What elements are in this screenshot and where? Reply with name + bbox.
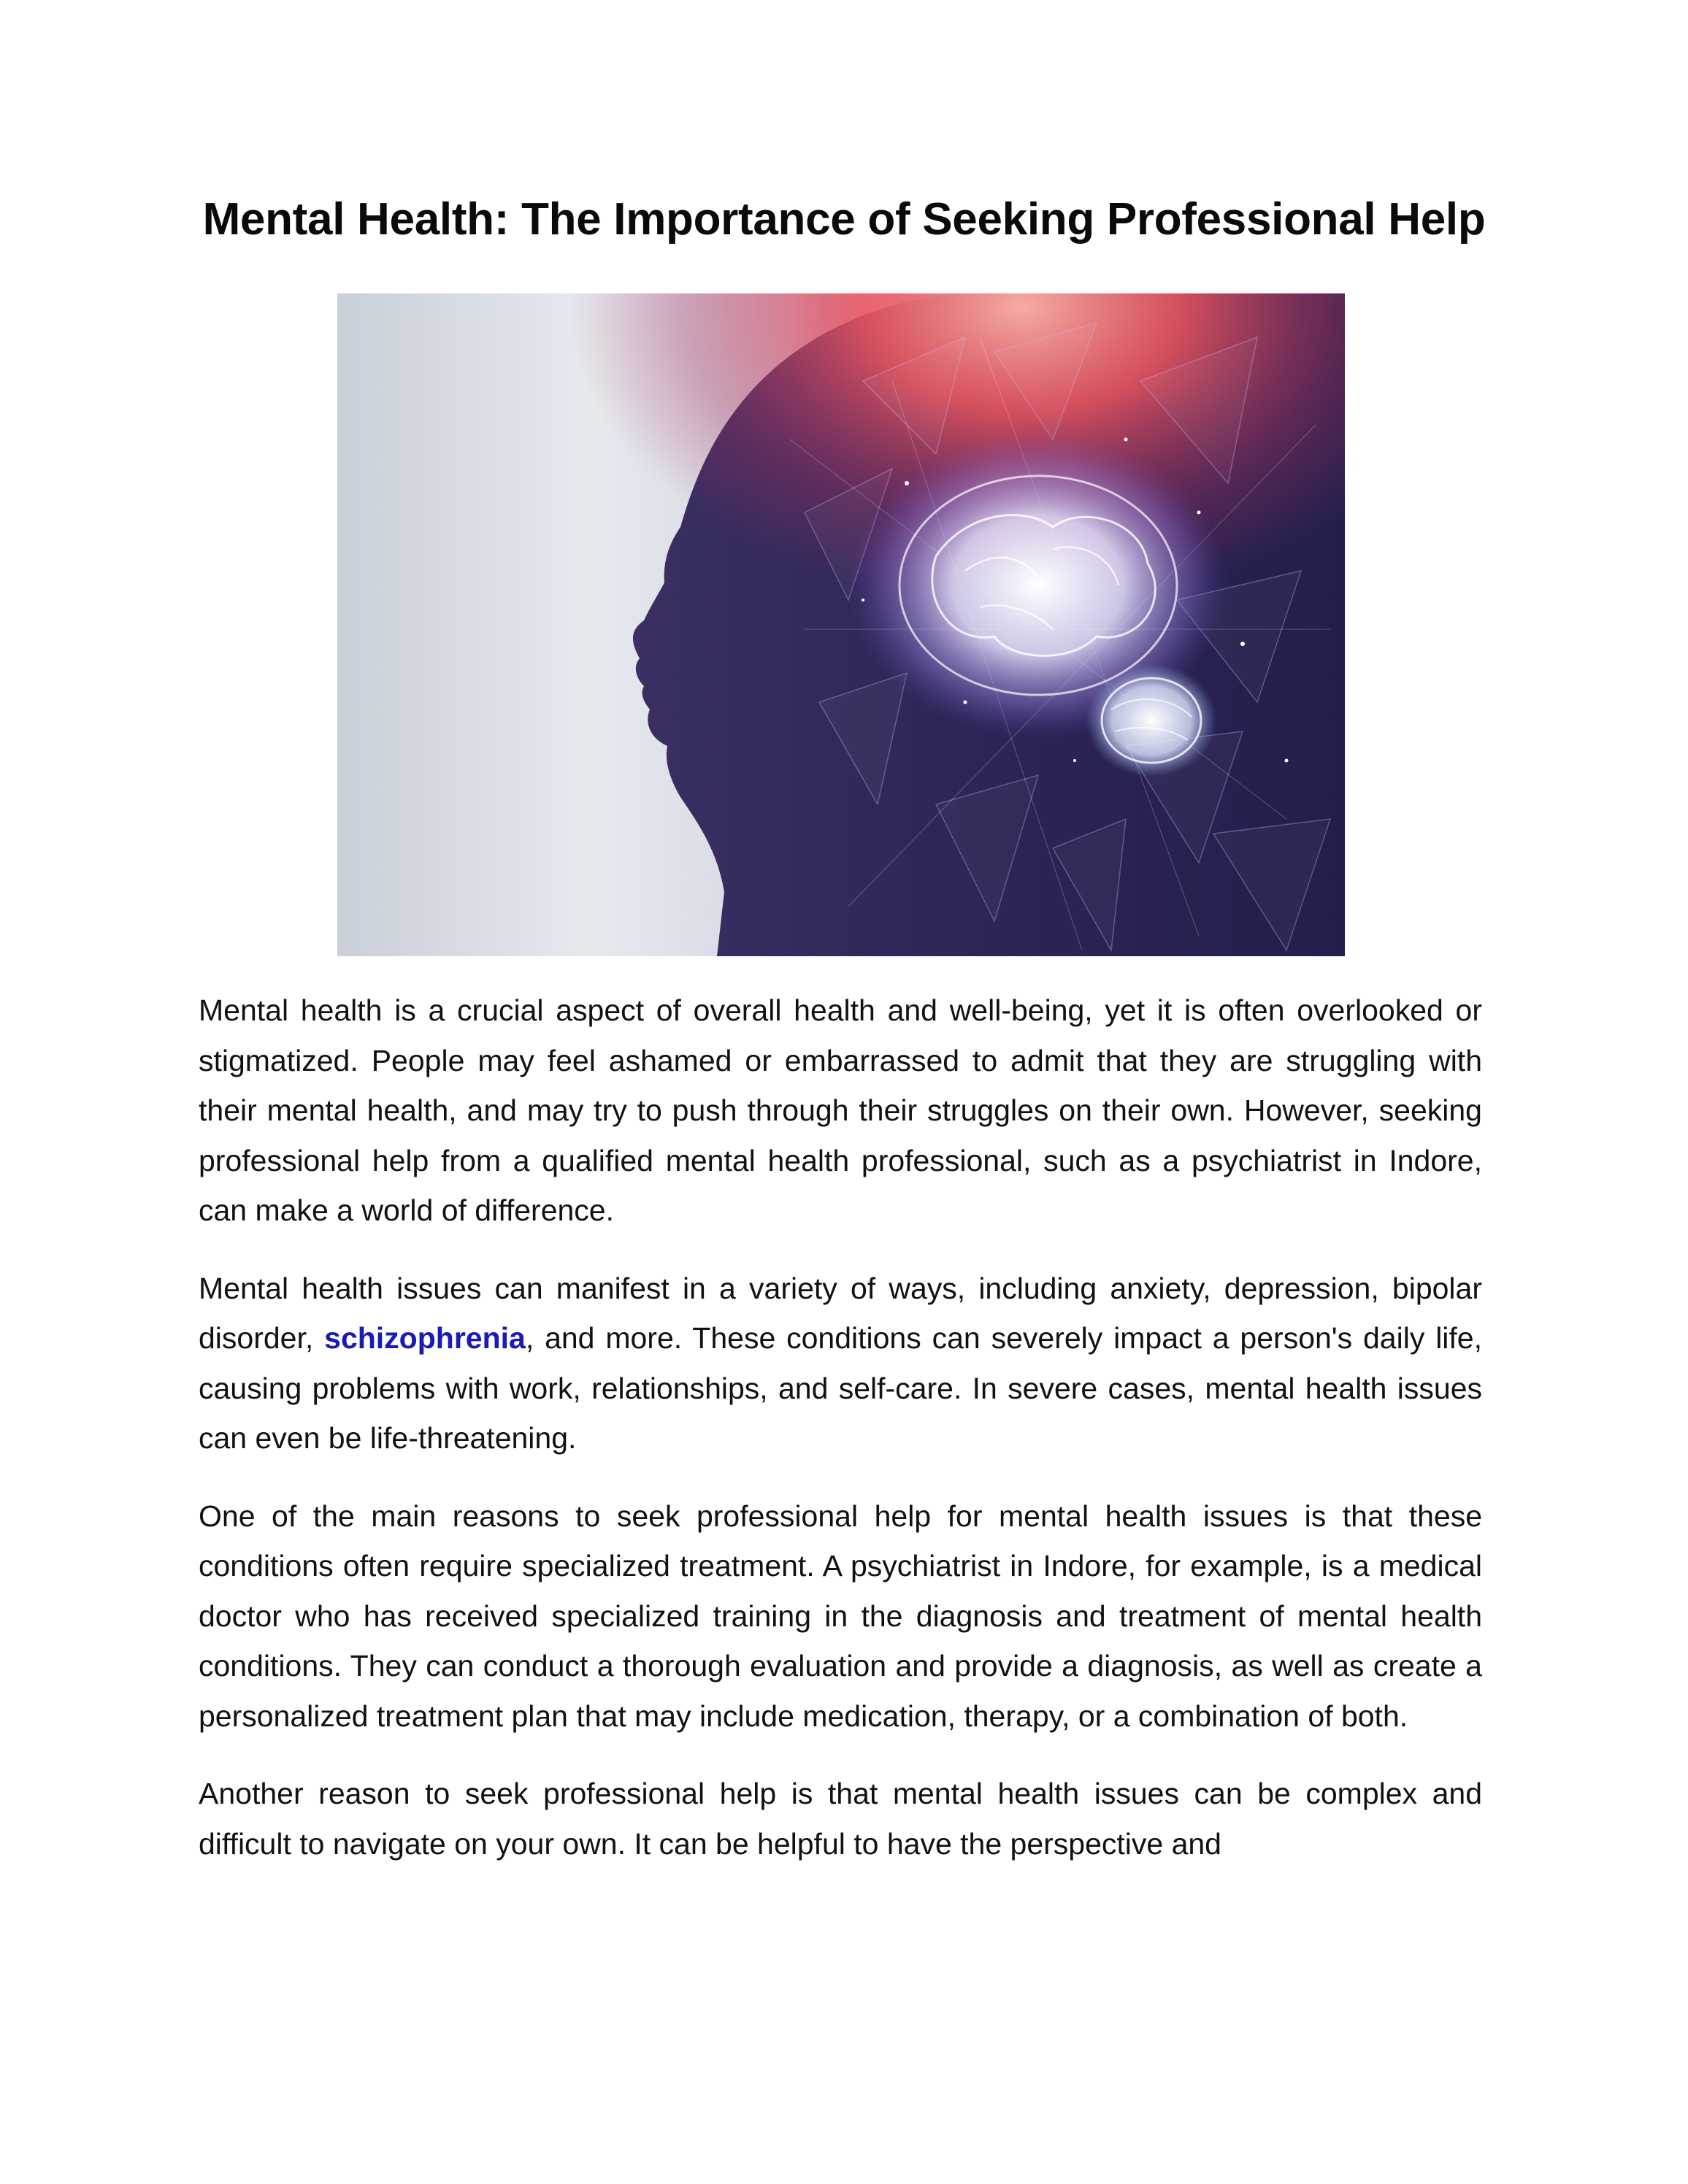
paragraph-3: One of the main reasons to seek professional help for mental health issues is that these conditions often require specialized treatment. A psychiatrist in Indore, for example, is a medical doctor who has received specialized training in the diagnosis and treatment of mental health conditions. They can conduct a thorough evaluation and provide a diagnosis, as well as create a personalized treatment plan that may include medication, therapy, or a combination of both. xyxy=(199,1499,1482,1733)
paragraph-2-after: , and more. These conditions can severely impact a person's daily life, causing problems with work, relationships, and self-care. In severe cases, mental health issues can even be life-threatening. xyxy=(199,1321,1482,1455)
page-title: Mental Health: The Importance of Seeking Professional Help xyxy=(202,194,1486,245)
paragraph-2 xyxy=(199,1264,1482,1464)
article-body xyxy=(199,985,1482,1896)
cerebellum-glow xyxy=(1086,664,1217,777)
paragraph-2-before: Mental health issues can manifest in a variety of ways, including anxiety, depression, bipolar disorder, xyxy=(199,1271,1482,1355)
paragraph-1: Mental health is a crucial aspect of overall health and well-being, yet it is often overlooked or stigmatized. People may feel ashamed or embarrassed to admit that they are struggling with their mental health, and may try to push through their struggles on their own. However, seeking professional help from a qualified mental health professional, such as a psychiatrist in Indore, can make a world of difference. xyxy=(199,993,1482,1227)
brain-profile-illustration xyxy=(337,293,1345,956)
hero-image xyxy=(337,293,1345,956)
schizophrenia-link[interactable]: schizophrenia xyxy=(324,1321,526,1355)
paragraph-4: Another reason to seek professional help is that mental health issues can be complex and difficult to navigate on your own. It can be helpful to have the perspective and xyxy=(199,1777,1482,1861)
